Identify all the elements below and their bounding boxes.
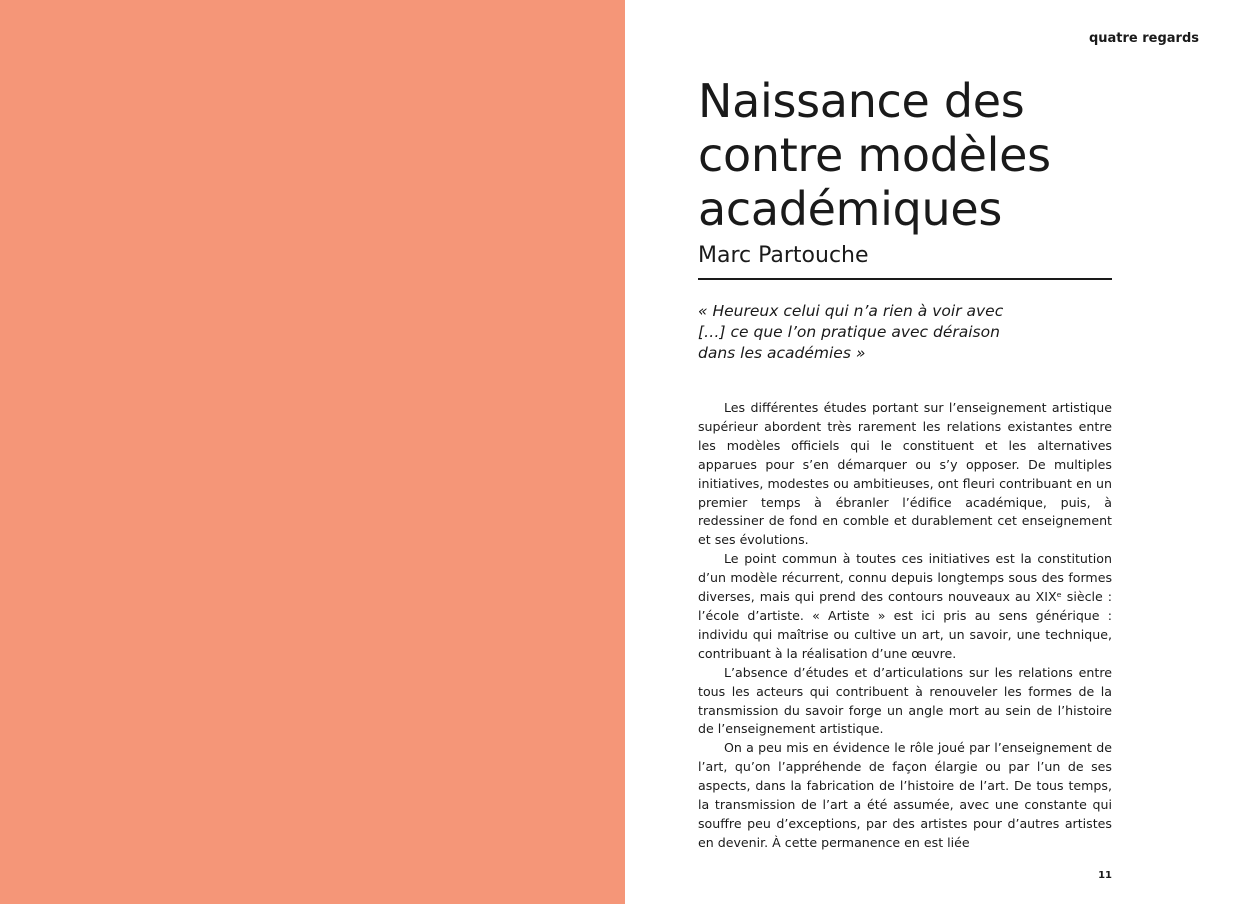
page-number: 11 xyxy=(1098,870,1112,881)
running-head: quatre regards xyxy=(1088,31,1199,46)
body-paragraph: On a peu mis en évidence le rôle joué par l’enseignement de l’art, qu’on l’appréhende de façon élargie ou par l’un de ses aspects, dans la fabrication de l’histoire de l’art. De tous temps, la transmission de l’art a été assumée, avec une constante qui souffre peu d’exceptions, par des artistes pour d’autres artistes en devenir. À cette permanence en est liée xyxy=(698,740,1112,850)
article-author: Marc Partouche xyxy=(698,243,869,268)
article xyxy=(698,74,1112,853)
epigraph: « Heureux celui qui n’a rien à voir avec […] ce que l’on pratique avec déraison dans les académies » xyxy=(698,302,1004,362)
article-title: Naissance des contre modèles académiques xyxy=(698,74,1051,236)
body-paragraph: Les différentes études portant sur l’enseignement artistique supérieur abordent très rarement les relations existantes entre les modèles officiels qui le constituent et les alternatives apparues pour s’en démarquer ou s’y opposer. De multiples initiatives, modestes ou ambitieuses, ont fleuri contribuant en un premier temps à ébranler l’édifice académique, puis, à redessiner de fond en comble et durablement cet enseignement et ses évolutions. xyxy=(698,400,1112,548)
body-text xyxy=(698,399,1112,853)
body-paragraph: Le point commun à toutes ces initiatives est la constitution d’un modèle récurrent, connu depuis longtemps sous des formes diverses, mais qui prend des contours nouveaux au XIXᵉ siècle : l’école d’artiste. « Artiste » est ici pris au sens générique : individu qui maîtrise ou cultive un art, un savoir, une technique, contribuant à la réalisation d’une œuvre. xyxy=(698,551,1112,661)
body-paragraph: L’absence d’études et d’articulations sur les relations entre tous les acteurs qui contribuent à renouveler les formes de la transmission du savoir forge un angle mort au sein de l’histoire de l’enseignement artistique. xyxy=(698,664,1112,737)
title-rule xyxy=(698,278,1112,280)
